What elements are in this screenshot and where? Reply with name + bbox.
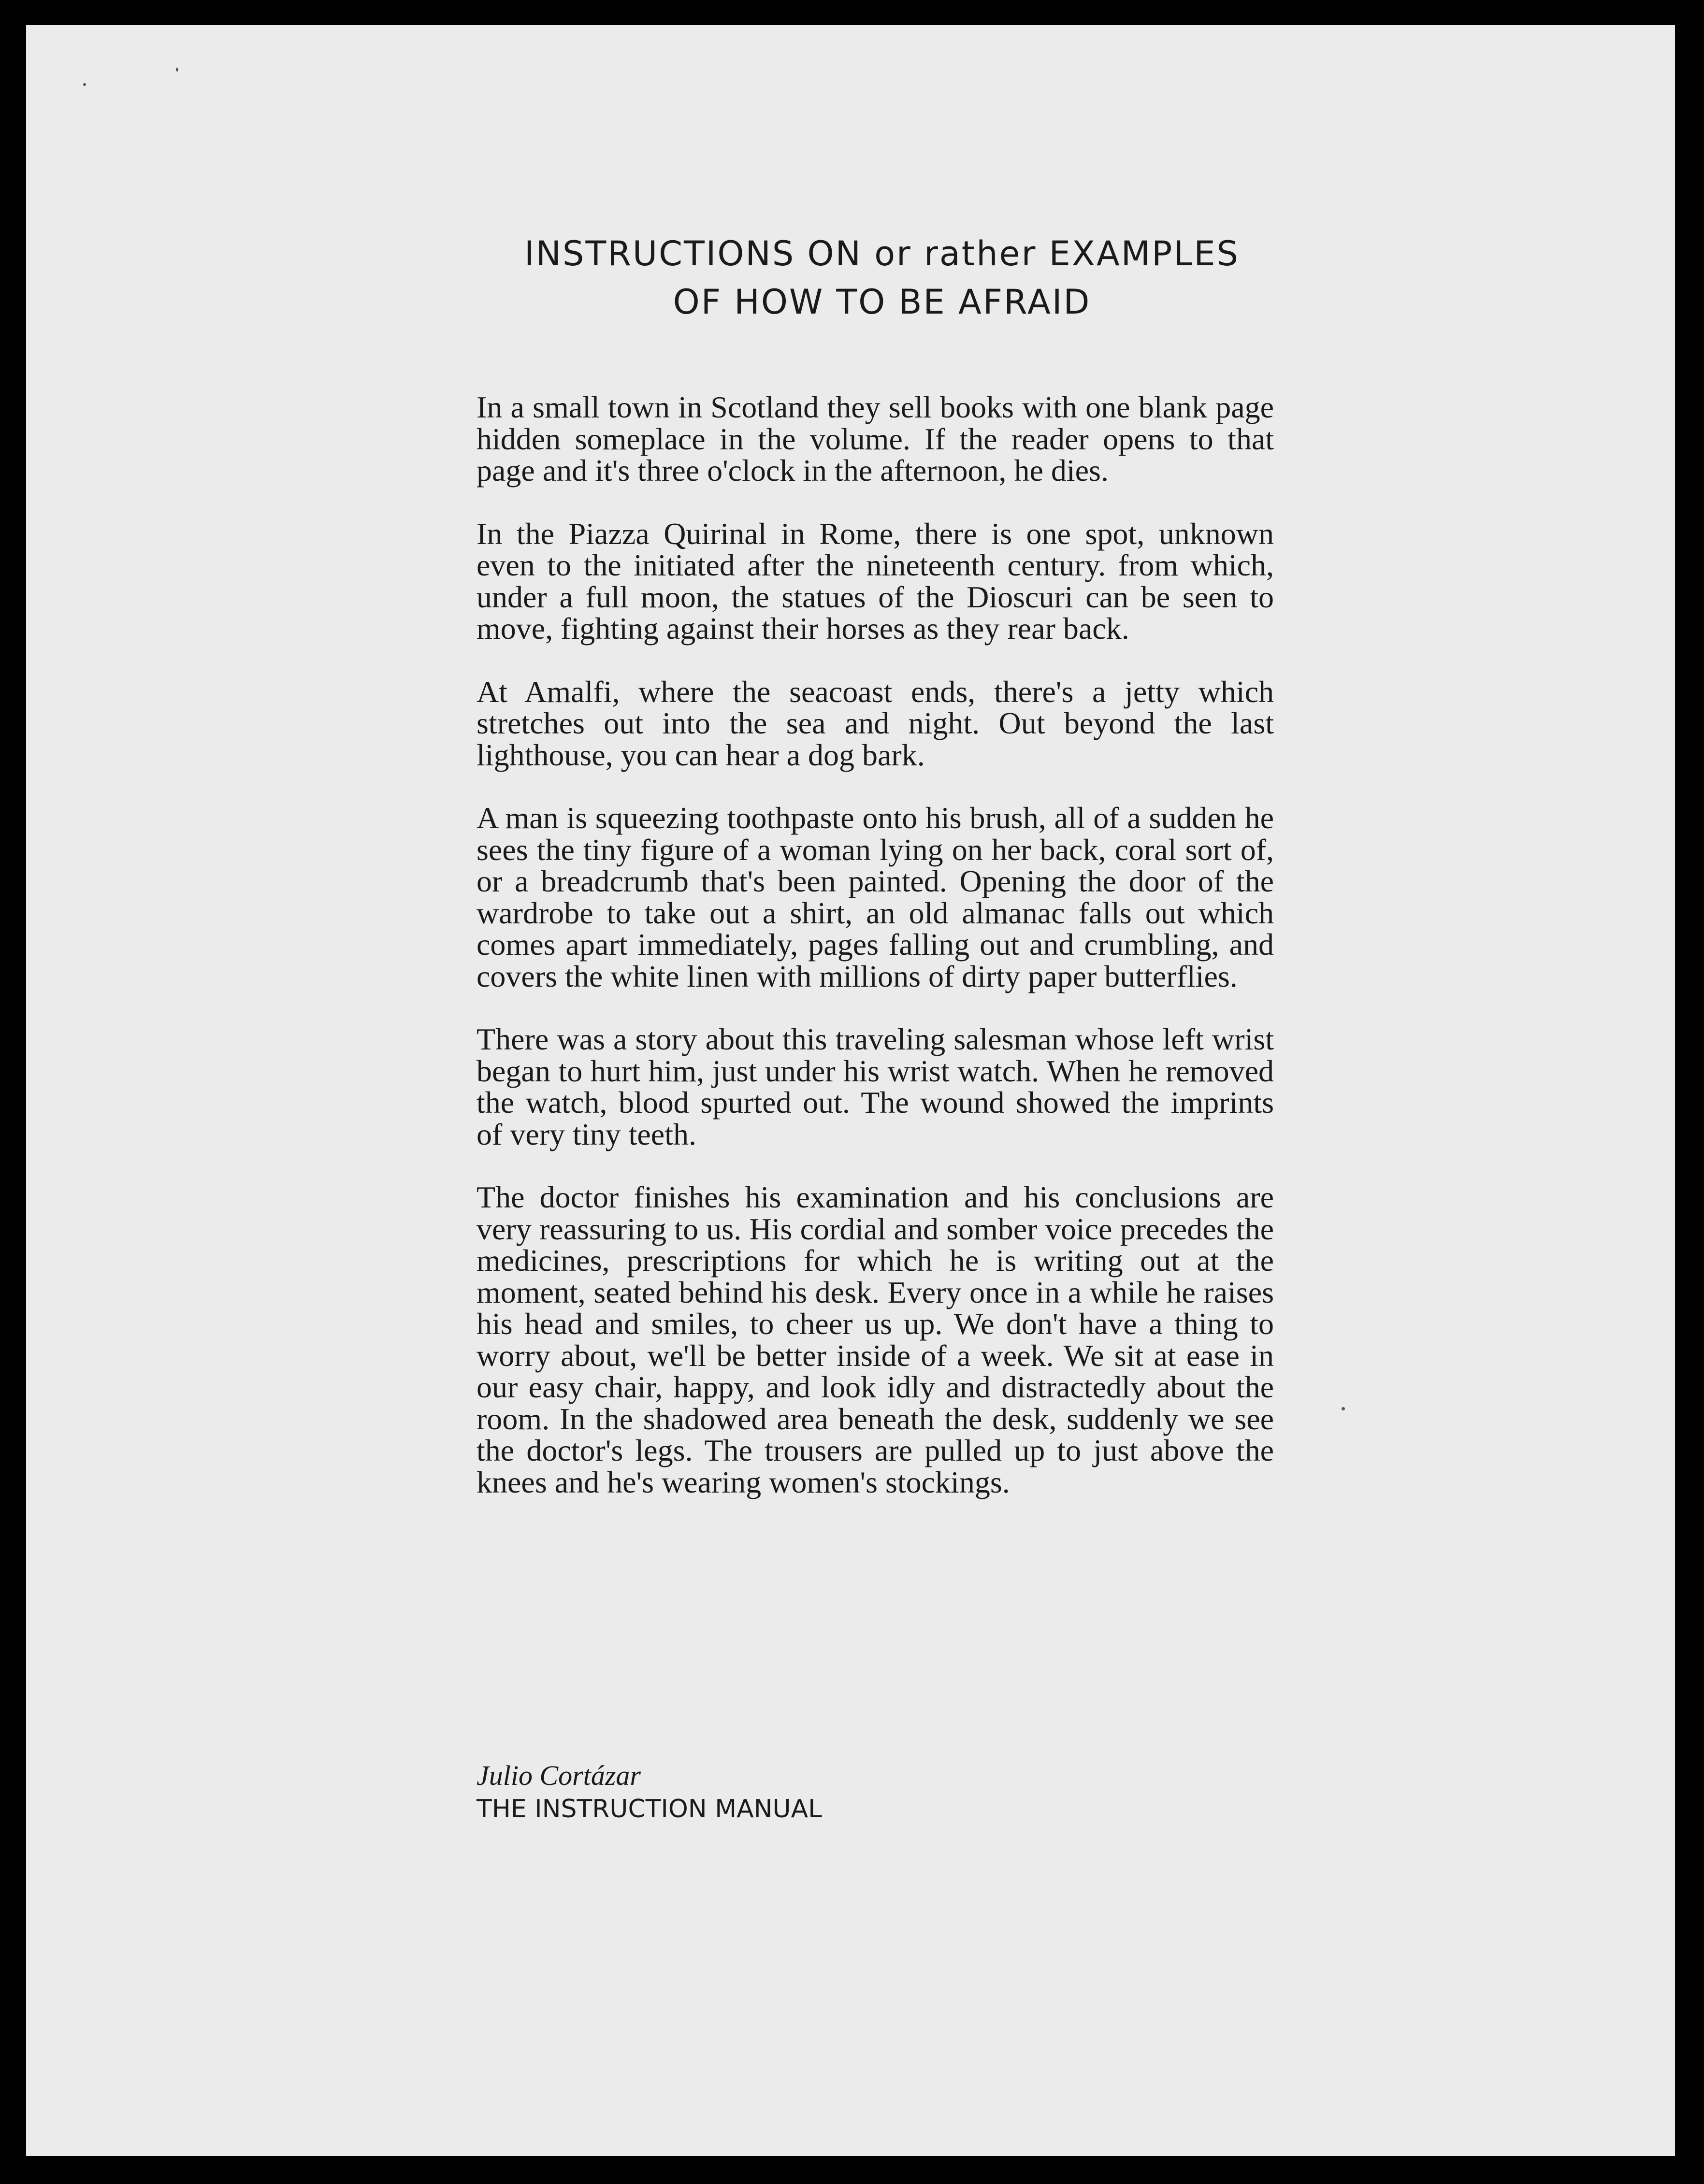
paragraph-piazza-quirinal: In the Piazza Quirinal in Rome, there is one spot, unknown even to the initiated after the nineteenth century. from which, under a full moon, the statues of the Dioscuri can be seen to move, fighting against their horses as they rear back. [477,516,1274,646]
paragraph-scotland-books: In a small town in Scotland they sell books with one blank page hidden someplace in the volume. If the reader opens to that page and it's three o'clock in the afternoon, he dies. [477,390,1274,488]
scan-speck [83,83,86,86]
paragraph-traveling-salesman: There was a story about this traveling salesman whose left wrist began to hurt him, just under his wrist watch. When he removed the watch, blood spurted out. The wound showed the imprints of very tiny teeth. [477,1022,1274,1151]
title-line-2: OF HOW TO BE AFRAID [673,282,1091,322]
paragraph-amalfi-jetty: At Amalfi, where the seacoast ends, there's a jetty which stretches out into the sea and night. Out beyond the last lighthouse, you can hear a dog bark. [477,674,1274,772]
page-title [0,230,1704,326]
scan-speck [176,68,178,72]
paragraph-toothpaste-man: A man is squeezing toothpaste onto his brush, all of a sudden he sees the tiny figure of a woman lying on her back, coral sort of, or a breadcrumb that's been painted. Opening the door of the wardrobe to take out a shirt, an old almanac falls out which comes apart immediately, pages falling out and crumbling, and covers the white linen with millions of dirty paper butterflies. [477,801,1274,993]
book-title: THE INSTRUCTION MANUAL [477,1795,823,1824]
author-name: Julio Cortázar [477,1760,641,1791]
title-line-1: INSTRUCTIONS ON or rather EXAMPLES [524,234,1240,273]
attribution [477,1759,1056,1825]
paragraph-doctor: The doctor finishes his examination and his conclusions are very reassuring to us. His cordial and somber voice precedes the medicines, prescriptions for which he is writing out at the moment, seated behind his desk. Every once in a while he raises his head and smiles, to cheer us up. We don't have a thing to worry about, we'll be better inside of a week. We sit at ease in our easy chair, happy, and look idly and distractedly about the room. In the shadowed area beneath the desk, suddenly we see the doctor's legs. The trousers are pulled up to just above the knees and he's wearing women's stockings. [477,1180,1274,1499]
body-text [477,391,1274,1529]
scan-speck [1342,1407,1345,1410]
